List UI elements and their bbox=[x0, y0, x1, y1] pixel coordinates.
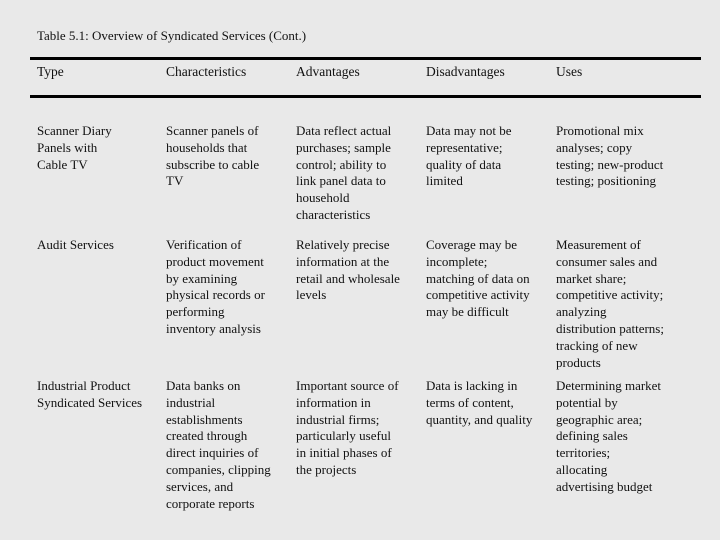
cell-disadvantages: Data may not be representative; quality of data limited bbox=[426, 123, 512, 189]
cell-advantages: Important source of information in industrial firms; particularly useful in initial phases of the projects bbox=[296, 378, 399, 477]
cell-uses: Determining market potential by geographic area; defining sales territories; allocating advertising budget bbox=[556, 378, 662, 494]
cell-characteristics: Scanner panels of households that subscribe to cable TV bbox=[166, 123, 260, 189]
header-rule bbox=[30, 95, 701, 98]
header-characteristics: Characteristics bbox=[166, 64, 247, 79]
top-rule bbox=[30, 57, 701, 60]
cell-disadvantages: Data is lacking in terms of content, quantity, and quality bbox=[426, 378, 533, 427]
cell-advantages: Relatively precise information at the retail and wholesale levels bbox=[296, 237, 400, 303]
cell-characteristics: Data banks on industrial establishments created through direct inquiries of companies, clipping services, and corporate reports bbox=[166, 378, 271, 511]
cell-advantages: Data reflect actual purchases; sample control; ability to link panel data to household characteristics bbox=[296, 123, 392, 222]
table-title: Table 5.1: Overview of Syndicated Services (Cont.) bbox=[37, 28, 307, 43]
header-uses: Uses bbox=[556, 64, 583, 79]
cell-characteristics: Verification of product movement by examining physical records or performing inventory analysis bbox=[166, 237, 265, 336]
cell-uses: Promotional mix analyses; copy testing; new-product testing; positioning bbox=[556, 123, 664, 189]
header-disadvantages: Disadvantages bbox=[426, 64, 505, 79]
header-advantages: Advantages bbox=[296, 64, 360, 79]
cell-uses: Measurement of consumer sales and market share; competitive activity; analyzing distribution patterns; tracking of new products bbox=[556, 237, 664, 370]
cell-type: Scanner Diary Panels with Cable TV bbox=[37, 123, 112, 172]
cell-type: Audit Services bbox=[37, 237, 114, 252]
cell-type: Industrial Product Syndicated Services bbox=[37, 378, 143, 410]
header-type: Type bbox=[37, 64, 64, 79]
cell-disadvantages: Coverage may be incomplete; matching of data on competitive activity may be difficult bbox=[426, 237, 530, 320]
